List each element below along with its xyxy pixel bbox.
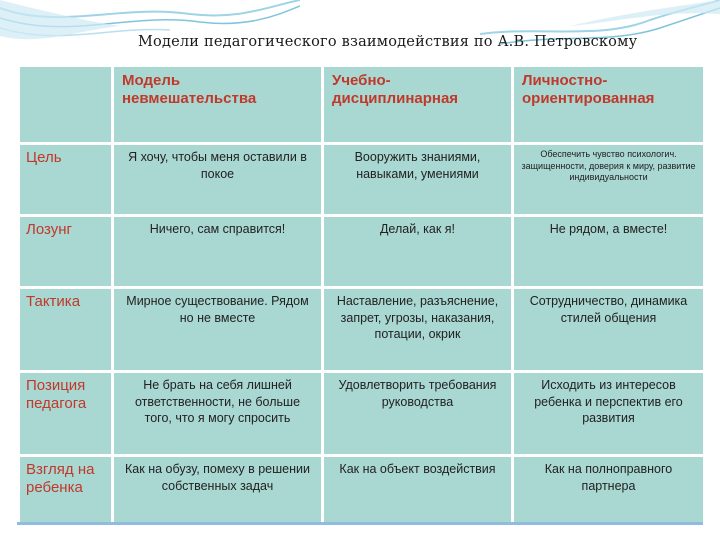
- column-header-disciplinary: Учебно-дисциплинарная: [323, 66, 513, 144]
- table-cell: Как на объект воздействия: [323, 456, 513, 524]
- table-cell: Исходить из интересов ребенка и перспектив его развития: [513, 372, 705, 456]
- models-table: [17, 64, 706, 525]
- table-corner-cell: [19, 66, 113, 144]
- table-cell: Делай, как я!: [323, 216, 513, 288]
- table-cell: Наставление, разъяснение, запрет, угрозы, наказания, потации, окрик: [323, 288, 513, 372]
- row-label-tactics: Тактика: [19, 288, 113, 372]
- table-cell: Не брать на себя лишней ответственности, не больше того, что я могу спросить: [113, 372, 323, 456]
- table-row-teacher-position: [19, 372, 705, 456]
- table-cell: Удовлетворить требования руководства: [323, 372, 513, 456]
- table-row-view-on-child: [19, 456, 705, 524]
- corner-wave-decoration-left: [0, 0, 300, 60]
- row-label-goal: Цель: [19, 144, 113, 216]
- table-cell: Ничего, сам справится!: [113, 216, 323, 288]
- table-cell: Вооружить знаниями, навыками, умениями: [323, 144, 513, 216]
- row-label-view-on-child: Взгляд на ребенка: [19, 456, 113, 524]
- table-cell: Не рядом, а вместе!: [513, 216, 705, 288]
- table-cell: Мирное существование. Рядом но не вместе: [113, 288, 323, 372]
- bottom-frame-line: [17, 522, 703, 525]
- table-cell: Как на обузу, помеху в решении собственных задач: [113, 456, 323, 524]
- table-cell: Как на полноправного партнера: [513, 456, 705, 524]
- table-row-goal: [19, 144, 705, 216]
- table-row-slogan: [19, 216, 705, 288]
- table-cell: Сотрудничество, динамика стилей общения: [513, 288, 705, 372]
- slide-title: Модели педагогического взаимодействия по А.В. Петровскому: [138, 34, 638, 50]
- column-header-personal: Личностно-ориентированная: [513, 66, 705, 144]
- table-cell: Я хочу, чтобы меня оставили в покое: [113, 144, 323, 216]
- table-row-tactics: [19, 288, 705, 372]
- column-header-noninterference: Модель невмешательства: [113, 66, 323, 144]
- table-header-row: [19, 66, 705, 144]
- row-label-teacher-position: Позиция педагога: [19, 372, 113, 456]
- table-cell: Обеспечить чувство психологич. защищенности, доверия к миру, развитие индивидуальности: [513, 144, 705, 216]
- row-label-slogan: Лозунг: [19, 216, 113, 288]
